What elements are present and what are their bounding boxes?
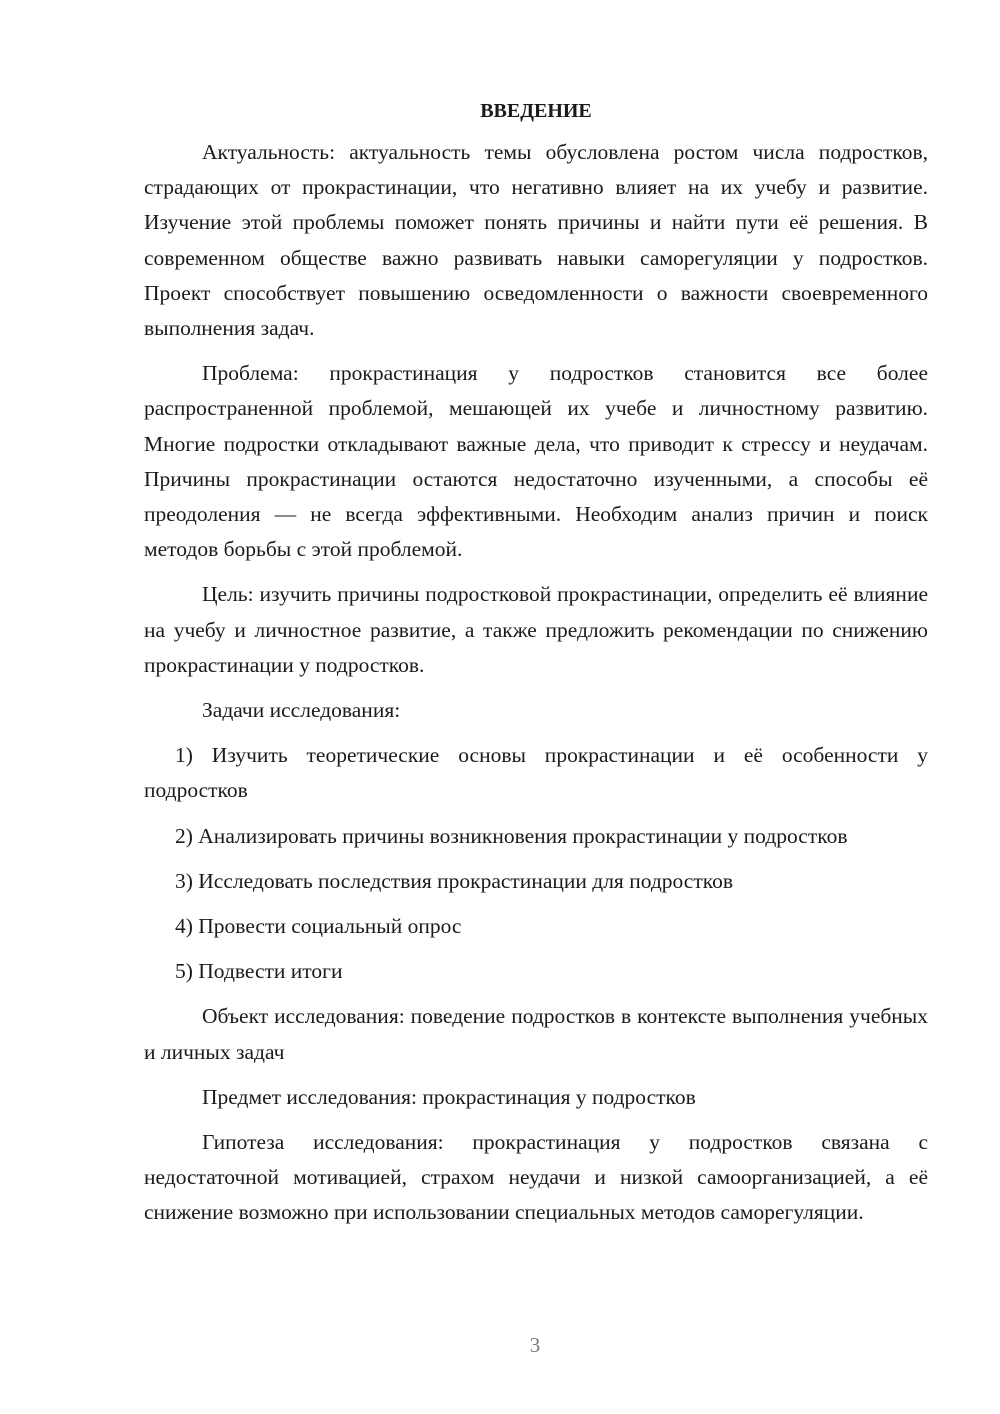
page-title: ВВЕДЕНИЕ	[480, 100, 592, 122]
task-item: 4) Провести социальный опрос	[175, 914, 462, 939]
task-item: 1) Изучить теоретические основы прокрастинации и её особенности у подростков	[144, 743, 928, 803]
problem-paragraph: Проблема: прокрастинация у подростков становится все более распространенной проблемой, мешающей их учебе и личностному развитию. Многие подростки откладывают важные дела, что приводит к стрессу и неудачам. Причины прокрастинации остаются недостаточно изученными, а способы её преодоления — не всегда эффективными. Необходим анализ причин и поиск методов борьбы с этой проблемой.	[144, 361, 928, 562]
goal-paragraph: Цель: изучить причины подростковой прокрастинации, определить её влияние на учебу и личностное развитие, а также предложить рекомендации по снижению прокрастинации у подростков.	[144, 582, 928, 677]
tasks-heading: Задачи исследования:	[202, 698, 401, 723]
tasks-list	[144, 738, 928, 989]
page-number: 3	[529, 1333, 541, 1357]
object-paragraph: Объект исследования: поведение подростков в контексте выполнения учебных и личных задач	[144, 1004, 928, 1064]
task-item: 5) Подвести итоги	[175, 959, 343, 984]
document-page	[144, 96, 928, 1241]
relevance-paragraph: Актуальность: актуальность темы обусловлена ростом числа подростков, страдающих от прокрастинации, что негативно влияет на их учебу и развитие. Изучение этой проблемы поможет понять причины и найти пути её решения. В современном обществе важно развивать навыки саморегуляции у подростков. Проект способствует повышению осведомленности о важности своевременного выполнения задач.	[144, 140, 928, 341]
task-item: 3) Исследовать последствия прокрастинации для подростков	[175, 868, 733, 893]
task-item: 2) Анализировать причины возникновения прокрастинации у подростков	[175, 823, 848, 848]
subject-paragraph: Предмет исследования: прокрастинация у подростков	[202, 1084, 696, 1109]
hypothesis-paragraph: Гипотеза исследования: прокрастинация у подростков связана с недостаточной мотивацией, страхом неудачи и низкой самоорганизацией, а её снижение возможно при использовании специальных методов саморегуляции.	[144, 1130, 928, 1225]
